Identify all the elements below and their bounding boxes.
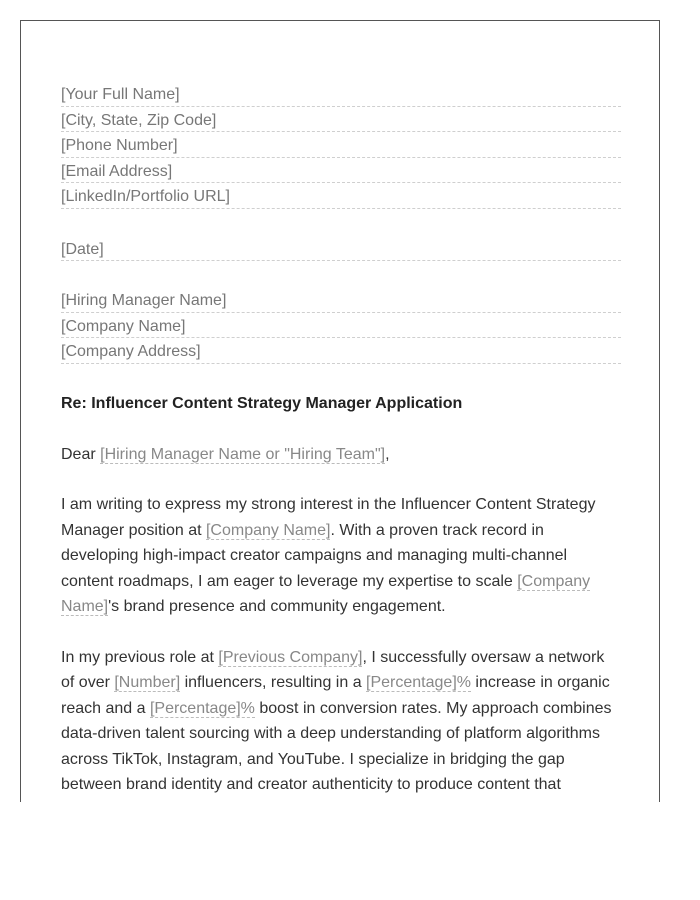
text-segment: 's brand presence and community engagement. [108, 598, 446, 615]
sender-name-field[interactable]: [Your Full Name] [61, 81, 621, 107]
recipient-block [61, 287, 621, 364]
recipient-address-field[interactable]: [Company Address] [61, 338, 621, 364]
text-segment: I am writing to express my strong interest in the Influencer Content Strategy Manager position at [61, 496, 596, 539]
text-segment: In my previous role at [61, 648, 219, 666]
sender-phone-field[interactable]: [Phone Number] [61, 132, 621, 158]
text-segment: . With a proven track record in developing high-impact creator campaigns and managing multi-channel content roadmaps, I am eager to leverage my expertise to scale [61, 521, 568, 590]
percentage-placeholder[interactable]: [Percentage]% [149, 699, 255, 717]
recipient-manager-field[interactable]: [Hiring Manager Name] [61, 287, 621, 313]
text-segment: influencers, resulting in a [180, 674, 367, 691]
salutation [61, 442, 621, 468]
cover-letter-body [61, 81, 621, 798]
company-name-placeholder[interactable]: [Company Name] [61, 572, 591, 615]
subject-line: Re: Influencer Content Strategy Manager Application [61, 394, 463, 412]
text-segment: , I successfully oversaw a network of over [61, 648, 605, 691]
company-name-placeholder[interactable]: [Company Name] [205, 521, 331, 539]
percentage-placeholder[interactable]: [Percentage]% [366, 674, 471, 691]
salutation-placeholder[interactable]: [Hiring Manager Name or "Hiring Team"] [100, 445, 386, 463]
recipient-company-field[interactable]: [Company Name] [61, 313, 621, 339]
salutation-prefix: Dear [61, 445, 101, 463]
spacer [61, 209, 621, 236]
document-page [20, 20, 660, 802]
number-placeholder[interactable]: [Number] [114, 674, 181, 691]
sender-email-field[interactable]: [Email Address] [61, 158, 621, 184]
sender-block [61, 81, 621, 209]
previous-company-placeholder[interactable]: [Previous Company] [218, 648, 363, 666]
date-field[interactable]: [Date] [61, 236, 621, 262]
paragraph-experience [61, 645, 621, 798]
text-segment: increase in organic reach and a [61, 674, 610, 717]
sender-city-field[interactable]: [City, State, Zip Code] [61, 107, 621, 133]
text-segment: boost in conversion rates. My approach combines data-driven talent sourcing with a deep understanding of platform algorithms across TikTok, Instagram, and YouTube. I specialize in bridging the gap between brand identity and creator authenticity to produce content that [61, 699, 612, 793]
spacer [61, 261, 621, 287]
sender-linkedin-field[interactable]: [LinkedIn/Portfolio URL] [61, 183, 621, 209]
paragraph-intro [61, 492, 621, 620]
salutation-suffix: , [385, 445, 390, 463]
